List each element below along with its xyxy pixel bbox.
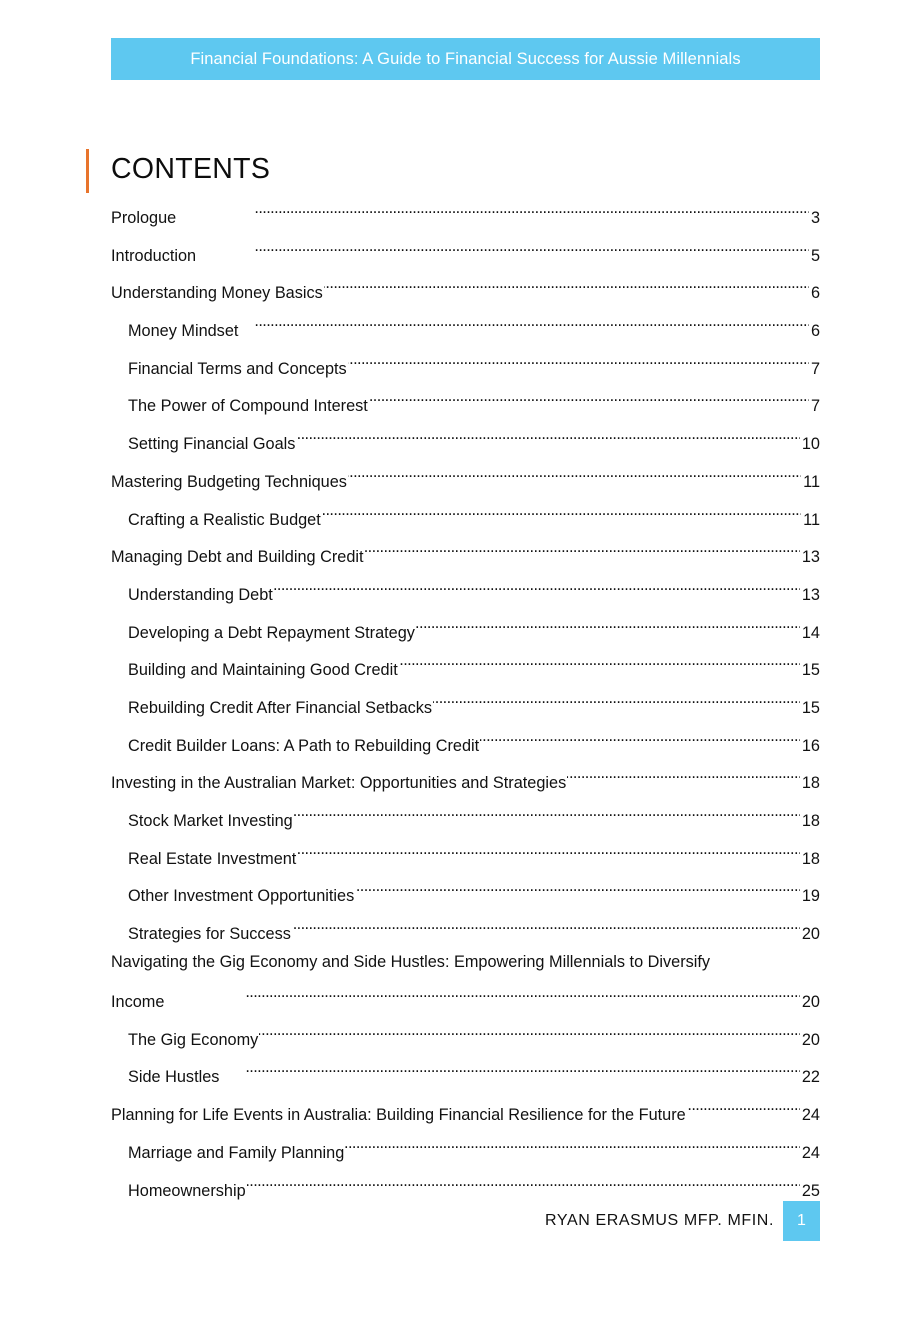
- running-header: [111, 38, 820, 80]
- toc-page-number: 15: [801, 698, 820, 717]
- toc-section-link[interactable]: [111, 344, 820, 382]
- dot-leader: [365, 532, 800, 562]
- toc-entry-label: Developing a Debt Repayment Strategy: [128, 623, 415, 642]
- toc-page-number: 6: [810, 284, 820, 303]
- toc-entry-label: Mastering Budgeting Techniques: [111, 472, 347, 491]
- toc-chapter-link[interactable]: [111, 758, 820, 796]
- toc-page-number: 22: [801, 1068, 820, 1087]
- toc-section-link[interactable]: [111, 1128, 820, 1166]
- toc-section-link[interactable]: [111, 834, 820, 872]
- toc-chapter-link[interactable]: [111, 947, 820, 1015]
- dot-leader: [324, 268, 809, 298]
- dot-leader: [220, 1052, 799, 1082]
- toc-entry-label: Planning for Life Events in Australia: Building Financial Resilience for the Future: [111, 1106, 686, 1125]
- toc-entry-label: Strategies for Success: [128, 925, 291, 944]
- toc-entry-label: The Gig Economy: [128, 1030, 259, 1049]
- toc-section-link[interactable]: [111, 683, 820, 721]
- dot-leader: [369, 381, 809, 411]
- dot-leader: [687, 1090, 800, 1120]
- toc-page-number: 16: [801, 736, 820, 755]
- toc-chapter-link[interactable]: [111, 457, 820, 495]
- dot-leader: [348, 344, 809, 374]
- toc-section-link[interactable]: [111, 306, 820, 344]
- toc-page-number: 24: [801, 1106, 820, 1125]
- contents-heading: CONTENTS: [111, 153, 271, 185]
- toc-page-number: 11: [803, 510, 820, 529]
- dot-leader: [239, 306, 809, 336]
- toc-section-link[interactable]: [111, 419, 820, 457]
- toc-entry-label: Marriage and Family Planning: [128, 1143, 345, 1162]
- toc-page-number: 5: [810, 246, 820, 265]
- toc-chapter-link[interactable]: [111, 193, 820, 231]
- toc-entry-label: Financial Terms and Concepts: [128, 359, 347, 378]
- dot-leader: [294, 796, 800, 826]
- toc-page-number: 19: [801, 887, 820, 906]
- toc-entry-label: Prologue: [111, 209, 177, 227]
- toc-page-number: 7: [810, 359, 820, 378]
- toc-page-number: 20: [801, 992, 820, 1011]
- toc-section-link[interactable]: [111, 608, 820, 646]
- toc-entry-label: Introduction: [111, 246, 197, 265]
- toc-section-link[interactable]: [111, 645, 820, 683]
- toc-entry-label: Money Mindset: [128, 322, 239, 341]
- toc-page-number: 13: [801, 548, 820, 567]
- toc-page-number: 25: [801, 1181, 820, 1200]
- toc-entry-label: Rebuilding Credit After Financial Setbacks: [128, 698, 433, 717]
- dot-leader: [416, 608, 800, 638]
- dot-leader: [433, 683, 800, 713]
- toc-section-link[interactable]: [111, 1015, 820, 1053]
- toc-section-link[interactable]: [111, 721, 820, 759]
- dot-leader: [355, 871, 800, 901]
- footer-author: RYAN ERASMUS MFP. MFIN.: [545, 1212, 774, 1229]
- dot-leader: [322, 495, 801, 525]
- toc-entry-label: Investing in the Australian Market: Opportunities and Strategies: [111, 774, 567, 793]
- toc-entry-label: Side Hustles: [128, 1068, 220, 1087]
- dot-leader: [480, 721, 800, 751]
- toc-entry-label: Other Investment Opportunities: [128, 887, 355, 906]
- page-number: 1: [797, 1212, 806, 1229]
- dot-leader: [274, 570, 800, 600]
- toc-section-link[interactable]: [111, 1166, 820, 1204]
- dot-leader: [165, 977, 799, 1007]
- page-number-badge: [783, 1201, 820, 1241]
- toc-page-number: 6: [810, 322, 820, 341]
- running-header-title: Financial Foundations: A Guide to Financial Success for Aussie Millennials: [190, 49, 741, 68]
- toc-chapter-link[interactable]: [111, 1090, 820, 1128]
- toc-entry-label-continued: Income: [111, 992, 165, 1011]
- dot-leader: [567, 758, 800, 788]
- toc-section-link[interactable]: [111, 871, 820, 909]
- dot-leader: [297, 834, 800, 864]
- toc-page-number: 14: [801, 623, 820, 642]
- toc-entry-label: Real Estate Investment: [128, 849, 297, 868]
- toc-section-link[interactable]: [111, 796, 820, 834]
- heading-accent-bar: [86, 149, 89, 193]
- dot-leader: [177, 193, 809, 223]
- toc-section-link[interactable]: [111, 495, 820, 533]
- toc-page-number: 20: [801, 925, 820, 944]
- toc-chapter-link[interactable]: [111, 231, 820, 269]
- toc-page-number: 13: [801, 585, 820, 604]
- toc-page-number: 18: [801, 812, 820, 830]
- toc-chapter-link[interactable]: [111, 532, 820, 570]
- toc-entry-label: The Power of Compound Interest: [128, 397, 368, 416]
- toc-page-number: 15: [801, 661, 820, 680]
- toc-page-number: 7: [810, 397, 820, 416]
- toc-entry-label: Stock Market Investing: [128, 812, 293, 830]
- dot-leader: [399, 645, 800, 675]
- toc-section-link[interactable]: [111, 909, 820, 947]
- toc-entry-label: Navigating the Gig Economy and Side Hustles: Empowering Millennials to Diversify: [111, 952, 711, 971]
- dot-leader: [292, 909, 800, 939]
- toc-entry-label: Homeownership: [128, 1181, 246, 1200]
- dot-leader: [296, 419, 799, 449]
- toc-page-number: 20: [801, 1030, 820, 1049]
- toc-section-link[interactable]: [111, 381, 820, 419]
- toc-page-number: 24: [801, 1143, 820, 1162]
- dot-leader: [259, 1015, 800, 1045]
- dot-leader: [348, 457, 801, 487]
- dot-leader: [345, 1128, 800, 1158]
- toc-page-number: 18: [801, 774, 820, 793]
- toc-entry-label: Building and Maintaining Good Credit: [128, 661, 398, 680]
- toc-page-number: 10: [801, 435, 820, 454]
- toc-entry-label: Crafting a Realistic Budget: [128, 510, 321, 529]
- toc-entry-label: Credit Builder Loans: A Path to Rebuilding Credit: [128, 736, 480, 755]
- toc-entry-label: Understanding Money Basics: [111, 284, 323, 303]
- table-of-contents: [111, 193, 820, 1203]
- toc-entry-label: Understanding Debt: [128, 585, 273, 604]
- dot-leader: [197, 231, 809, 261]
- dot-leader: [247, 1166, 800, 1196]
- toc-entry-label: Setting Financial Goals: [128, 435, 296, 454]
- toc-chapter-link[interactable]: [111, 268, 820, 306]
- toc-page-number: 18: [801, 849, 820, 868]
- toc-page-number: 3: [810, 209, 820, 227]
- toc-section-link[interactable]: [111, 1052, 820, 1090]
- toc-page-number: 11: [803, 472, 820, 491]
- toc-entry-label: Managing Debt and Building Credit: [111, 548, 364, 567]
- toc-section-link[interactable]: [111, 570, 820, 608]
